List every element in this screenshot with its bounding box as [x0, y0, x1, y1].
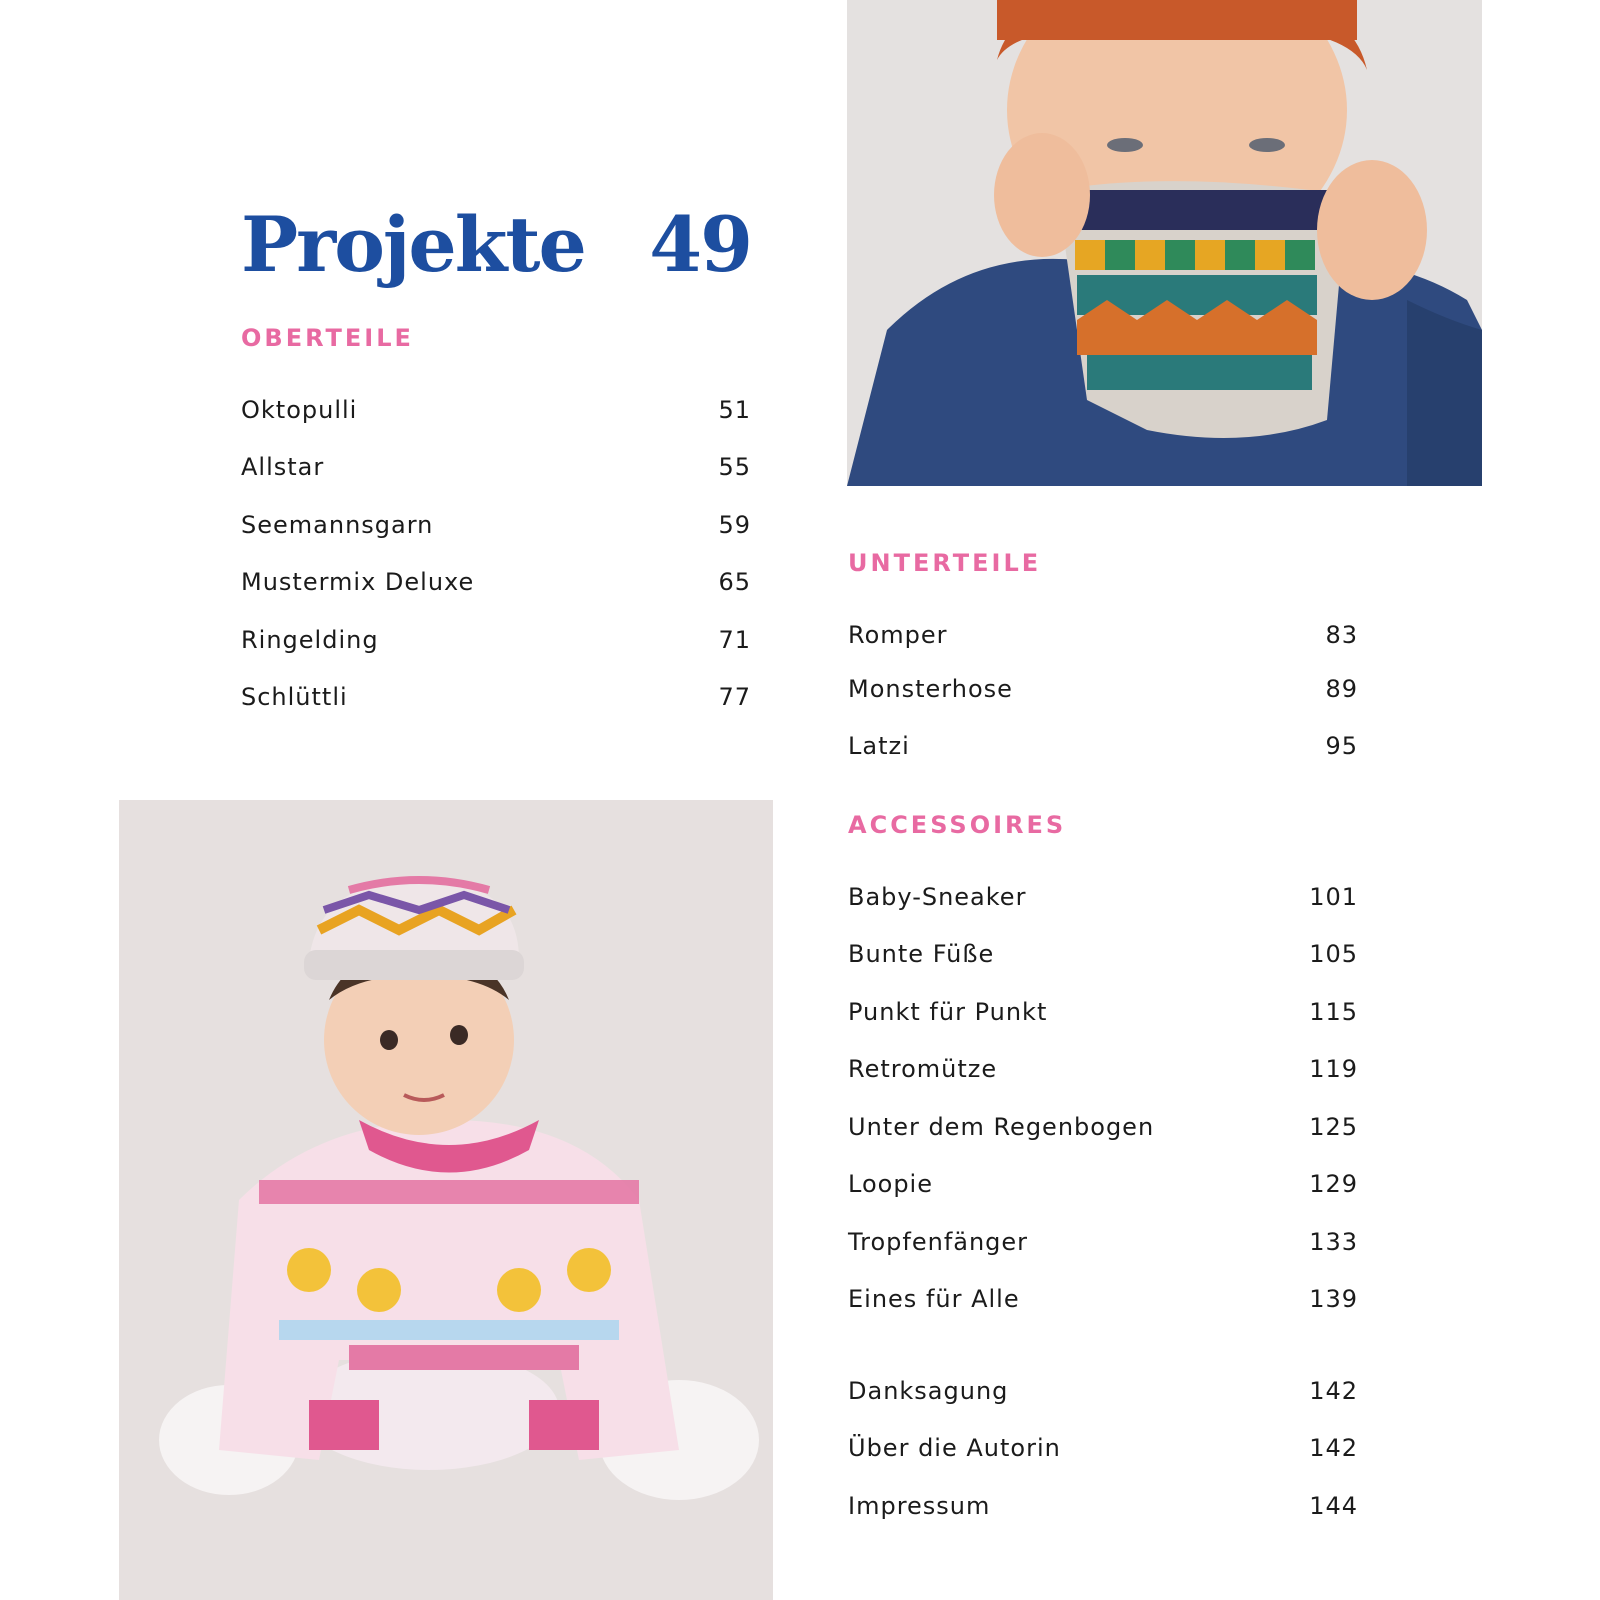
- toc-entry-label: Über die Autorin: [848, 1434, 1061, 1462]
- toc-entry[interactable]: [848, 1168, 1358, 1200]
- toc-entry[interactable]: [848, 996, 1358, 1028]
- title-page-number: 49: [649, 200, 751, 289]
- toc-entry-page: 101: [1309, 883, 1358, 911]
- toc-entry-label: Bunte Füße: [848, 940, 995, 968]
- toc-entry-label: Tropfenfänger: [848, 1228, 1029, 1256]
- toc-entry-label: Punkt für Punkt: [848, 998, 1048, 1026]
- toc-entry-page: 89: [1325, 675, 1358, 703]
- photo-baby-with-hat-and-sweater: [119, 800, 773, 1600]
- toc-entry[interactable]: [848, 938, 1358, 970]
- toc-entry-page: 77: [718, 683, 751, 711]
- toc-entry-page: 59: [718, 511, 751, 539]
- toc-entry[interactable]: [848, 1053, 1358, 1085]
- toc-entry-page: 142: [1309, 1377, 1358, 1405]
- section-heading-accessoires: ACCESSOIRES: [848, 811, 1067, 839]
- page-title: [241, 200, 751, 290]
- toc-entry[interactable]: [848, 619, 1358, 651]
- toc-entry[interactable]: [848, 730, 1358, 762]
- toc-entry-page: 125: [1309, 1113, 1358, 1141]
- toc-entry[interactable]: [848, 1490, 1358, 1522]
- toc-entry-label: Unter dem Regenbogen: [848, 1113, 1155, 1141]
- toc-entry-label: Mustermix Deluxe: [241, 568, 475, 596]
- toc-entry[interactable]: [241, 394, 751, 426]
- toc-entry[interactable]: [848, 1375, 1358, 1407]
- photo-child-with-loop-scarf: [847, 0, 1482, 486]
- toc-entry-label: Monsterhose: [848, 675, 1013, 703]
- toc-entry[interactable]: [241, 566, 751, 598]
- toc-entry[interactable]: [848, 673, 1358, 705]
- toc-entry-label: Baby-Sneaker: [848, 883, 1027, 911]
- toc-entry-page: 105: [1309, 940, 1358, 968]
- toc-entry-label: Impressum: [848, 1492, 991, 1520]
- toc-entry-page: 115: [1309, 998, 1358, 1026]
- toc-entry-page: 71: [718, 626, 751, 654]
- toc-entry-label: Ringelding: [241, 626, 379, 654]
- section-heading-unterteile: UNTERTEILE: [848, 549, 1042, 577]
- toc-entry-label: Allstar: [241, 453, 325, 481]
- toc-entry-page: 119: [1309, 1055, 1358, 1083]
- toc-entry[interactable]: [848, 1111, 1358, 1143]
- toc-entry-label: Schlüttli: [241, 683, 348, 711]
- toc-entry-label: Romper: [848, 621, 948, 649]
- toc-entry-label: Loopie: [848, 1170, 933, 1198]
- toc-entry-label: Oktopulli: [241, 396, 358, 424]
- toc-entry-label: Latzi: [848, 732, 910, 760]
- toc-entry-label: Retromütze: [848, 1055, 998, 1083]
- toc-entry-label: Eines für Alle: [848, 1285, 1020, 1313]
- toc-entry[interactable]: [848, 1283, 1358, 1315]
- toc-entry[interactable]: [241, 681, 751, 713]
- toc-entry[interactable]: [241, 451, 751, 483]
- toc-entry-page: 144: [1309, 1492, 1358, 1520]
- toc-entry-label: Seemannsgarn: [241, 511, 434, 539]
- toc-entry-page: 139: [1309, 1285, 1358, 1313]
- toc-entry-page: 95: [1325, 732, 1358, 760]
- toc-entry[interactable]: [241, 624, 751, 656]
- toc-entry[interactable]: [848, 881, 1358, 913]
- toc-entry-page: 129: [1309, 1170, 1358, 1198]
- section-heading-oberteile: OBERTEILE: [241, 324, 414, 352]
- toc-entry[interactable]: [848, 1226, 1358, 1258]
- toc-entry[interactable]: [848, 1432, 1358, 1464]
- toc-entry-page: 65: [718, 568, 751, 596]
- toc-entry-page: 55: [718, 453, 751, 481]
- toc-entry-page: 142: [1309, 1434, 1358, 1462]
- toc-entry-page: 51: [718, 396, 751, 424]
- toc-entry[interactable]: [241, 509, 751, 541]
- toc-entry-label: Danksagung: [848, 1377, 1009, 1405]
- toc-entry-page: 83: [1325, 621, 1358, 649]
- title-text: Projekte: [241, 200, 585, 289]
- toc-entry-page: 133: [1309, 1228, 1358, 1256]
